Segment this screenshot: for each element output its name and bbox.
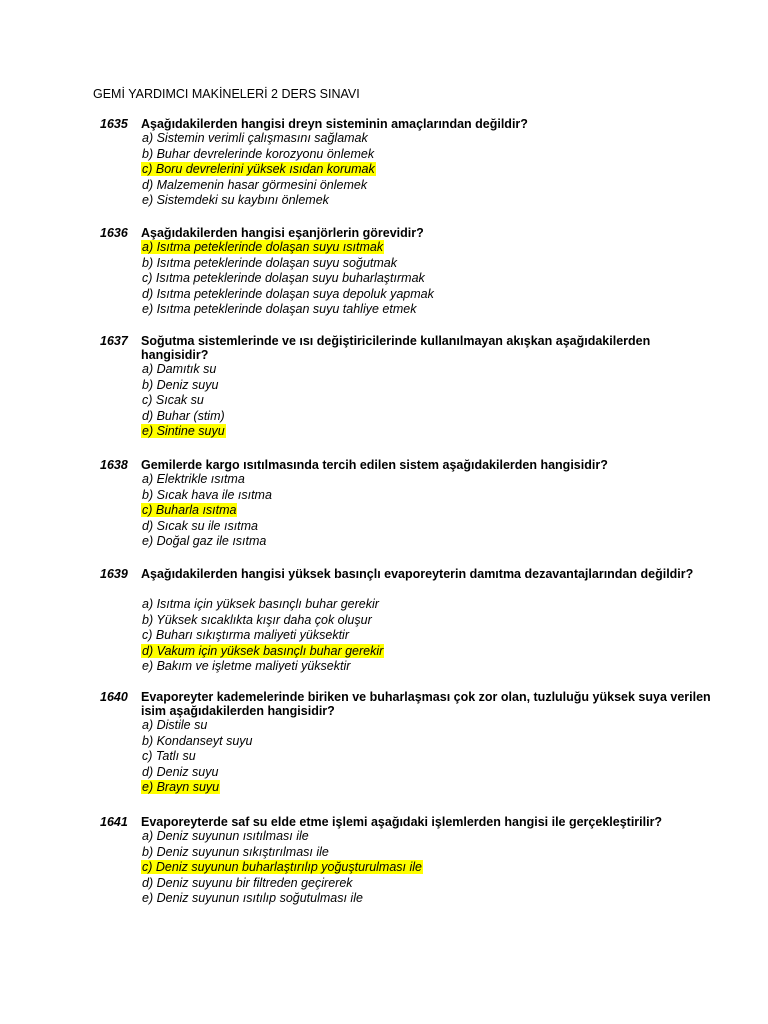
option-b: b) Sıcak hava ile ısıtma: [142, 487, 272, 502]
option-list: [141, 131, 720, 209]
question-number: 1641: [100, 815, 128, 829]
option-a: a) Damıtık su: [142, 362, 217, 376]
question-number: 1640: [100, 690, 128, 704]
option-list: [141, 472, 720, 550]
option-c: c) Buharı sıkıştırma maliyeti yüksektir: [142, 628, 349, 642]
question-number: 1635: [100, 117, 128, 131]
option-d-correct: d) Vakum için yüksek basınçlı buhar gerekir: [142, 643, 384, 658]
question-text: Aşağıdakilerden hangisi dreyn sisteminin amaçlarından değildir?: [141, 117, 528, 131]
question-1638: [100, 458, 720, 550]
option-b: b) Isıtma peteklerinde dolaşan suyu soğutmak: [142, 255, 397, 270]
option-e: e) Sistemdeki su kaybını önlemek: [142, 193, 329, 207]
option-e: e) Isıtma peteklerinde dolaşan suyu tahliye etmek: [142, 302, 417, 316]
option-a: a) Sistemin verimli çalışmasını sağlamak: [142, 131, 368, 145]
option-list: [141, 597, 720, 675]
question-text: Evaporeyter kademelerinde biriken ve buharlaşması çok zor olan, tuzluluğu yüksek suya verilen isim aşağıdakilerden hangisidir?: [141, 690, 711, 718]
option-list: [141, 240, 720, 318]
question-text: Aşağıdakilerden hangisi eşanjörlerin görevidir?: [141, 226, 424, 240]
question-number: 1636: [100, 226, 128, 240]
spacer: [100, 581, 720, 597]
document-title: GEMİ YARDIMCI MAKİNELERİ 2 DERS SINAVI: [93, 87, 360, 101]
option-d: d) Deniz suyu: [142, 764, 219, 779]
option-a-correct: a) Isıtma peteklerinde dolaşan suyu ısıtmak: [142, 240, 384, 254]
option-e-correct: e) Sintine suyu: [142, 424, 225, 438]
question-1637: [100, 334, 720, 440]
option-d: d) Malzemenin hasar görmesini önlemek: [142, 177, 368, 192]
option-e-correct: e) Brayn suyu: [142, 780, 220, 794]
option-b: b) Deniz suyunun sıkıştırılması ile: [142, 844, 329, 859]
question-1639: [100, 567, 720, 675]
option-b: b) Deniz suyu: [142, 377, 219, 392]
question-1641: [100, 815, 720, 907]
option-e: e) Deniz suyunun ısıtılıp soğutulması ile: [142, 891, 363, 905]
option-d: d) Isıtma peteklerinde dolaşan suya depoluk yapmak: [142, 286, 434, 301]
question-text: Aşağıdakilerden hangisi yüksek basınçlı evaporeyterin damıtma dezavantajlarından değildir?: [141, 567, 694, 581]
option-c-correct: c) Boru devrelerini yüksek ısıdan korumak: [142, 162, 375, 176]
option-a: a) Deniz suyunun ısıtılması ile: [142, 829, 309, 843]
option-c-correct: c) Buharla ısıtma: [142, 503, 237, 517]
question-text: Evaporeyterde saf su elde etme işlemi aşağıdaki işlemlerden hangisi ile gerçekleştirilir?: [141, 815, 663, 829]
question-1635: [100, 117, 720, 209]
option-c: c) Tatlı su: [142, 749, 196, 763]
option-d: d) Buhar (stim): [142, 408, 225, 423]
option-list: [141, 718, 720, 796]
question-1636: [100, 226, 720, 318]
question-text: Soğutma sistemlerinde ve ısı değiştiricilerinde kullanılmayan akışkan aşağıdakilerden hangisidir?: [141, 334, 651, 362]
option-d: d) Sıcak su ile ısıtma: [142, 518, 259, 533]
option-list: [141, 362, 720, 440]
option-e: e) Bakım ve işletme maliyeti yüksektir: [142, 659, 351, 673]
option-c: c) Sıcak su: [142, 393, 204, 407]
question-number: 1637: [100, 334, 128, 348]
option-a: a) Isıtma için yüksek basınçlı buhar gerekir: [142, 597, 379, 611]
question-number: 1639: [100, 567, 128, 581]
option-c-correct: c) Deniz suyunun buharlaştırılıp yoğuşturulması ile: [142, 860, 422, 874]
question-1640: [100, 690, 720, 796]
question-text: Gemilerde kargo ısıtılmasında tercih edilen sistem aşağıdakilerden hangisidir?: [141, 458, 608, 472]
option-d: d) Deniz suyunu bir filtreden geçirerek: [142, 875, 353, 890]
question-number: 1638: [100, 458, 128, 472]
option-b: b) Kondanseyt suyu: [142, 733, 253, 748]
option-list: [141, 829, 720, 907]
option-b: b) Yüksek sıcaklıkta kışır daha çok oluşur: [142, 612, 372, 627]
option-a: a) Elektrikle ısıtma: [142, 472, 245, 486]
option-b: b) Buhar devrelerinde korozyonu önlemek: [142, 146, 375, 161]
option-a: a) Distile su: [142, 718, 208, 732]
option-e: e) Doğal gaz ile ısıtma: [142, 534, 267, 548]
option-c: c) Isıtma peteklerinde dolaşan suyu buharlaştırmak: [142, 271, 425, 285]
